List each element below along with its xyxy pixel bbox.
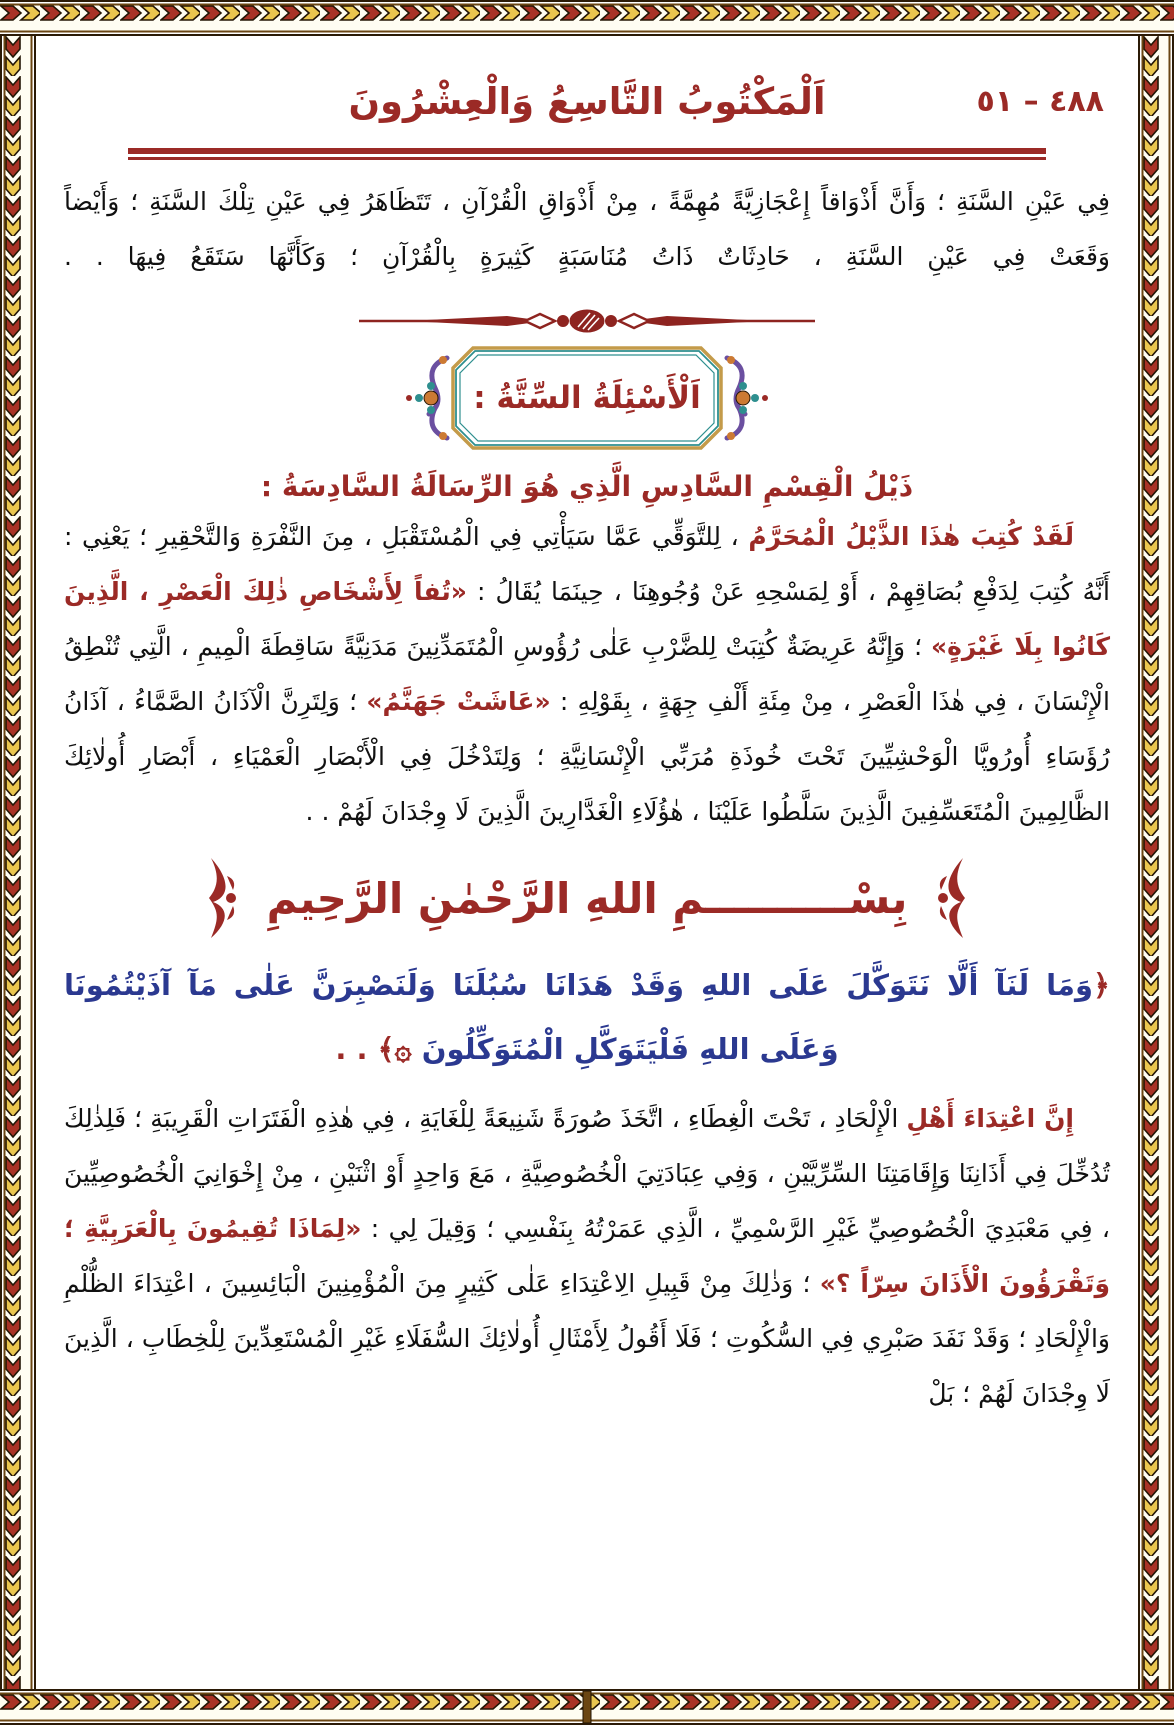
bismillah	[64, 849, 1110, 947]
text-segment: ، لِلتَّوَقِّي عَمَّا سَيَأْتِي فِي الْمُسْتَقْبَلِ ، مِنَ النَّفْرَةِ وَالتَّحْقِيرِ ؛ يَعْنِي : أَنَّهُ كُتِبَ لِدَفْعِ بُصَاقِهِمْ ، أَوْ لِمَسْحِهِ عَنْ وُجُوهِنَا ، حِينَمَا يُقَالُ :	[64, 522, 1110, 606]
page-content	[36, 36, 1138, 1689]
verse-ornament-icon: ۞	[394, 1032, 412, 1066]
page-title: اَلْمَكْتُوبُ التَّاسِعُ وَالْعِشْرُونَ	[348, 80, 826, 123]
verse-close-bracket: ﴾	[377, 1032, 395, 1066]
bismillah-ornament-left-icon	[207, 856, 241, 940]
section-subtitle: ذَيْلُ الْقِسْمِ السَّادِسِ الَّذِي هُوَ الرِّسَالَةُ السَّادِسَةُ :	[260, 470, 914, 503]
text-segment: الْإِلْحَادِ ، تَحْتَ الْغِطَاءِ ، اتَّخَذَ صُورَةً شَنِيعَةً لِلْغَايَةِ ، فِي هٰذِهِ الْفَتَرَاتِ الْقَرِيبَةِ ؛ فَلِذٰلِكَ تُدُخِّلَ فِي أَذَانِنَا وَإِقَامَتِنَا السِّرِّيَّيْنِ ، وَفِي عِبَادَتِيَ الْخُصُوصِيَّةِ ، مَعَ وَاحِدٍ أَوْ اثْنَيْنِ ، مِنْ إِخْوَانِيَ الْخُصُوصِيِّينَ ، فِي مَعْبَدِيَ الْخُصُوصِيِّ غَيْرِ الرَّسْمِيِّ ، الَّذِي عَمَرْتُهُ بِنَفْسِي ؛ وَقِيلَ لِي :	[64, 1104, 1110, 1243]
border-bottom-ornament	[0, 1689, 1174, 1725]
section-divider	[64, 306, 1110, 336]
bismillah-ornament-right-icon	[933, 856, 967, 940]
quran-verse	[64, 953, 1110, 1081]
quote-segment-red: «تُفاً لِأَشْخَاصِ ذٰلِكَ الْعَصْرِ ، الَّذِينَ كَانُوا بِلَا غَيْرَةٍ»	[64, 577, 1111, 661]
border-top-ornament	[0, 0, 1174, 36]
text-segment: ؛ وَإِنَّهُ عَرِيضَةٌ كُتِبَتْ لِلضَّرْبِ عَلٰى رُؤُوسِ الْمُتَمَدِّنِينَ مَدَنِيَّةً سَاقِطَةَ الْمِيمِ ، الَّتِي تُنْطِقُ الْإِنْسَانَ ، فِي هٰذَا الْعَصْرِ ، مِنْ مِئَةِ أَلْفِ جِهَةٍ ، بِقَوْلِهِ :	[64, 632, 1110, 716]
six-questions-box	[385, 344, 789, 452]
intro-paragraph: فِي عَيْنِ السَّنَةِ ؛ وَأَنَّ أَذْوَاقاً إِعْجَازِيَّةً مُهِمَّةً ، مِنْ أَذْوَاقِ الْقُرْآنِ ، تَتَظَاهَرُ فِي عَيْنِ تِلْكَ السَّنَةِ ؛ وَأَيْضاً وَقَعَتْ فِي عَيْنِ السَّنَةِ ، حَادِثَاتٌ ذَاتُ مُنَاسَبَةٍ كَثِيرَةٍ بِالْقُرْآنِ ؛ وَكَأَنَّهَا سَتَقَعُ فِيهَا . .	[64, 187, 1110, 271]
text-segment: ؛ وَلِتَرِنَّ الْآذَانُ الصَّمَّاءُ ، آذَانُ رُؤَسَاءِ أُورُوپَّا الْوَحْشِيِّينَ تَحْتَ خُوذَةِ مُرَبِّي الْإِنْسَانِيَّةِ ؛ وَلِتَدْخُلَ فِي الْأَبْصَارِ الْعَمْيَاءِ ، أَبْصَارِ أُولٰائِكَ الظَّالِمِينَ الْمُتَعَسِّفِينَ الَّذِينَ سَلَّطُوا عَلَيْنَا ، هٰؤُلَاءِ الْغَدَّارِينَ الَّذِينَ لَا وِجْدَانَ لَهُمْ . .	[64, 687, 1110, 826]
questions-paragraph	[64, 509, 1110, 839]
text-segment: ؛ وَذٰلِكَ مِنْ قَبِيلِ الِاعْتِدَاءِ عَلٰى كَثِيرٍ مِنَ الْمُؤْمِنِينَ الْبَائِسِينَ ، اعْتِدَاءَ الظُّلْمِ وَالْإِلْحَادِ ؛ وَقَدْ نَفَدَ صَبْرِي فِي السُّكُوتِ ؛ فَلَا أَقُولُ لِأَمْثَالِ أُولٰائِكَ السُّفَلَاءِ غَيْرِ الْمُسْتَعِدِّينَ لِلْخِطَابِ ، الَّذِينَ لَا وِجْدَانَ لَهُمْ ؛ بَلْ	[64, 1269, 1110, 1408]
bismillah-text: بِسْــــــــــمِ اللهِ الرَّحْمٰنِ الرَّحِيمِ	[266, 873, 908, 923]
text-segment-red: إِنَّ اعْتِدَاءَ أَهْلِ	[906, 1104, 1074, 1133]
border-right-ornament	[1138, 36, 1174, 1689]
header-double-rule	[128, 148, 1046, 160]
page-header	[64, 60, 1110, 144]
box-title: اَلْأَسْئِلَةُ السِّتَّةُ :	[473, 380, 701, 416]
text-segment-red: لَقَدْ كُتِبَ هٰذَا الذَّيْلُ الْمُحَرَّمُ	[748, 522, 1074, 551]
verse-open-bracket: ﴿	[1093, 968, 1110, 1002]
verse-text: وَمَا لَنَآ أَلَّا نَتَوَكَّلَ عَلَى اللهِ وَقَدْ هَدَانَا سُبُلَنَا وَلَنَصْبِرَنَّ عَلٰى مَآ آذَيْتُمُونَا وَعَلَى اللهِ فَلْيَتَوَكَّلِ الْمُتَوَكِّلُونَ	[64, 968, 1093, 1066]
divider-ornament-icon	[357, 306, 817, 336]
quote-segment-red: «لِمَاذَا تُقِيمُونَ بِالْعَرَبِيَّةِ ؛ وَتَقْرَؤُونَ الْأَذَانَ سِرّاً ؟»	[64, 1214, 1110, 1298]
verse-trailing-dots: . .	[335, 1032, 378, 1066]
quote-segment-red: «عَاشَتْ جَهَنَّمُ»	[366, 687, 551, 716]
page-number: ٤٨٨ – ٥١	[976, 84, 1104, 119]
border-left-ornament	[0, 36, 36, 1689]
final-paragraph	[64, 1091, 1110, 1421]
